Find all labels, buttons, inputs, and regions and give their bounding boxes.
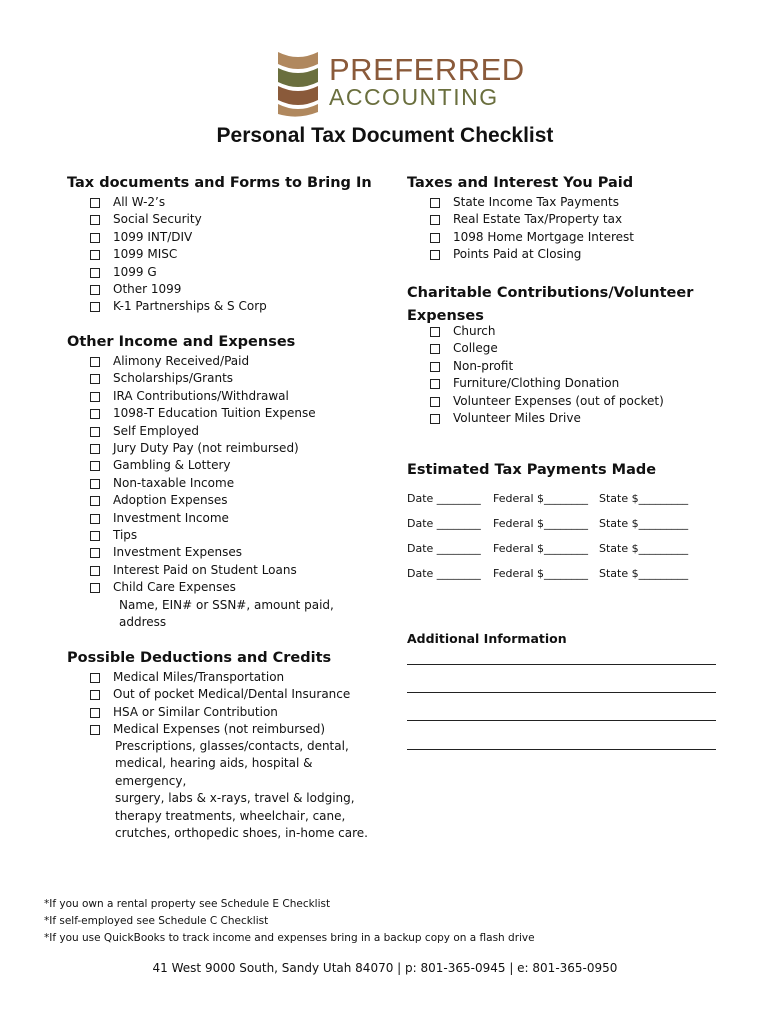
checklist-deductions [89, 669, 350, 739]
checklist-item [89, 211, 267, 228]
checklist-item [89, 686, 350, 703]
checklist-item-label: Non-taxable Income [113, 475, 235, 490]
contact-footer: 41 West 9000 South, Sandy Utah 84070 | p: 801-365-0945 | e: 801-365-0950 [152, 961, 618, 975]
checklist-item-label: K-1 Partnerships & S Corp [113, 299, 267, 314]
company-logo [276, 50, 525, 118]
checkbox-icon[interactable] [430, 215, 440, 225]
checklist-item-label: Out of pocket Medical/Dental Insurance [113, 687, 351, 702]
checklist-item [89, 281, 267, 298]
child-care-note [119, 597, 334, 632]
estimated-state-field[interactable]: State $_________ [599, 542, 689, 555]
heading-charitable-line2: Expenses [407, 308, 484, 324]
note-line: Name, EIN# or SSN#, amount paid, [119, 598, 334, 612]
checkbox-icon[interactable] [90, 302, 100, 312]
note-line: therapy treatments, wheelchair, cane, [115, 808, 346, 823]
checklist-item [89, 669, 350, 686]
heading-charitable [407, 282, 693, 328]
checklist-item [89, 544, 316, 561]
logo-text-accounting: ACCOUNTING [329, 84, 499, 110]
estimated-date-field[interactable]: Date ________ [407, 567, 481, 580]
checklist-item-label: Alimony Received/Paid [113, 354, 250, 368]
additional-info-line[interactable] [407, 720, 716, 721]
checklist-item-label: 1099 G [113, 264, 157, 279]
heading-other-income: Other Income and Expenses [67, 334, 296, 350]
estimated-federal-field[interactable]: Federal $________ [493, 567, 589, 580]
checklist-item-label: Investment Expenses [113, 545, 242, 560]
checklist-item-label: 1098 Home Mortgage Interest [453, 229, 634, 244]
checkbox-icon[interactable] [430, 379, 440, 389]
checklist-item-label: HSA or Similar Contribution [113, 704, 278, 719]
checkbox-icon[interactable] [430, 327, 440, 337]
checklist-item-label: Scholarships/Grants [113, 371, 234, 386]
checklist-item-label: Points Paid at Closing [453, 247, 582, 262]
checklist-item-label: Volunteer Miles Drive [453, 411, 581, 426]
checklist-item [89, 721, 350, 738]
checklist-taxes-interest [429, 194, 634, 264]
checklist-item [89, 440, 316, 457]
checklist-item-label: Interest Paid on Student Loans [113, 562, 297, 577]
estimated-date-field[interactable]: Date ________ [407, 517, 481, 530]
checklist-item-label: Real Estate Tax/Property tax [453, 212, 623, 227]
checklist-item-label: College [453, 341, 498, 356]
checklist-item [429, 375, 664, 392]
checklist-item [89, 370, 316, 387]
checkbox-icon[interactable] [90, 233, 100, 243]
checklist-item [89, 423, 316, 440]
logo-text-preferred: PREFERRED [329, 52, 525, 87]
checkbox-icon[interactable] [430, 344, 440, 354]
checkbox-icon[interactable] [90, 357, 100, 367]
checkbox-icon[interactable] [90, 444, 100, 454]
heading-tax-documents: Tax documents and Forms to Bring In [67, 175, 372, 191]
checkbox-icon[interactable] [90, 531, 100, 541]
checklist-item [429, 211, 634, 228]
checklist-item [89, 527, 316, 544]
checklist-item [89, 492, 316, 509]
checklist-item [89, 475, 316, 492]
estimated-date-field[interactable]: Date ________ [407, 492, 481, 505]
checklist-item [89, 194, 267, 211]
note-line: surgery, labs & x-rays, travel & lodging, [115, 791, 355, 806]
checkbox-icon[interactable] [430, 414, 440, 424]
checklist-item-label: Medical Miles/Transportation [113, 670, 285, 684]
checklist-item [89, 579, 316, 596]
checklist-item-label: Furniture/Clothing Donation [453, 376, 620, 391]
note-line: emergency, [115, 773, 187, 788]
footnote: *If you use QuickBooks to track income and expenses bring in a backup copy on a flash drive [44, 932, 535, 944]
checklist-charitable [429, 323, 664, 427]
checklist-item-label: 1098-T Education Tuition Expense [113, 406, 316, 421]
checkbox-icon[interactable] [90, 566, 100, 576]
additional-info-line[interactable] [407, 749, 716, 750]
checkbox-icon[interactable] [90, 461, 100, 471]
logo-mark-icon [276, 50, 320, 118]
estimated-state-field[interactable]: State $_________ [599, 492, 689, 505]
checklist-item [89, 229, 267, 246]
checklist-item [89, 562, 316, 579]
checkbox-icon[interactable] [430, 250, 440, 260]
checklist-tax-documents [89, 194, 267, 316]
checkbox-icon[interactable] [90, 409, 100, 419]
checklist-item-label: Adoption Expenses [113, 493, 228, 508]
heading-taxes-interest: Taxes and Interest You Paid [407, 175, 634, 191]
checkbox-icon[interactable] [90, 548, 100, 558]
checkbox-icon[interactable] [90, 496, 100, 506]
checklist-item-label: Self Employed [113, 423, 200, 438]
additional-info-line[interactable] [407, 664, 716, 665]
checklist-item-label: Medical Expenses (not reimbursed) [113, 722, 326, 737]
checkbox-icon[interactable] [90, 268, 100, 278]
checklist-item [429, 393, 664, 410]
checkbox-icon[interactable] [90, 479, 100, 489]
estimated-state-field[interactable]: State $_________ [599, 567, 689, 580]
checkbox-icon[interactable] [90, 285, 100, 295]
footnotes [44, 896, 535, 947]
note-line: Prescriptions, glasses/contacts, dental, [115, 739, 349, 753]
checklist-item [89, 246, 267, 263]
medical-expenses-note [115, 738, 368, 842]
checkbox-icon[interactable] [90, 392, 100, 402]
heading-estimated-tax: Estimated Tax Payments Made [407, 462, 657, 478]
heading-deductions: Possible Deductions and Credits [67, 650, 332, 666]
footnote: *If self-employed see Schedule C Checklist [44, 915, 269, 927]
checklist-item-label: Investment Income [113, 510, 229, 525]
page-title: Personal Tax Document Checklist [216, 124, 554, 147]
checkbox-icon[interactable] [90, 427, 100, 437]
checklist-item [429, 194, 634, 211]
note-line: crutches, orthopedic shoes, in-home care. [115, 826, 368, 841]
checkbox-icon[interactable] [90, 215, 100, 225]
checkbox-icon[interactable] [90, 708, 100, 718]
checklist-item-label: Tips [113, 528, 138, 543]
checkbox-icon[interactable] [90, 374, 100, 384]
note-line: medical, hearing aids, hospital & [115, 756, 313, 771]
checklist-item-label: Volunteer Expenses (out of pocket) [453, 393, 664, 408]
checklist-item-label: 1099 INT/DIV [113, 229, 193, 244]
estimated-date-field[interactable]: Date ________ [407, 542, 481, 555]
checklist-item [89, 264, 267, 281]
checklist-item [429, 358, 664, 375]
checklist-item [429, 229, 634, 246]
checklist-item-label: Non-profit [453, 358, 514, 373]
checklist-item-label: Child Care Expenses [113, 580, 236, 595]
checkbox-icon[interactable] [90, 673, 100, 683]
footnote: *If you own a rental property see Schedule E Checklist [44, 898, 331, 910]
checklist-item [89, 704, 350, 721]
checklist-item [89, 388, 316, 405]
checklist-item-label: State Income Tax Payments [453, 195, 619, 209]
checkbox-icon[interactable] [430, 233, 440, 243]
checklist-item-label: Social Security [113, 212, 202, 227]
checklist-item-label: Jury Duty Pay (not reimbursed) [113, 441, 299, 456]
checklist-item-label: All W-2’s [113, 195, 166, 209]
checklist-item [89, 510, 316, 527]
checklist-item [89, 457, 316, 474]
checkbox-icon[interactable] [90, 690, 100, 700]
checkbox-icon[interactable] [90, 725, 100, 735]
checkbox-icon[interactable] [90, 583, 100, 593]
note-line: address [119, 615, 167, 630]
checkbox-icon[interactable] [90, 198, 100, 208]
heading-additional-info: Additional Information [407, 631, 567, 646]
checklist-item-label: Gambling & Lottery [113, 458, 231, 473]
additional-info-line[interactable] [407, 692, 716, 693]
checkbox-icon[interactable] [430, 362, 440, 372]
checkbox-icon[interactable] [430, 198, 440, 208]
estimated-federal-field[interactable]: Federal $________ [493, 517, 589, 530]
heading-charitable-line1: Charitable Contributions/Volunteer [407, 285, 694, 301]
checklist-item [429, 323, 664, 340]
checklist-item [89, 353, 316, 370]
checklist-other-income [89, 353, 316, 597]
checklist-item [89, 298, 267, 315]
estimated-state-field[interactable]: State $_________ [599, 517, 689, 530]
checklist-item-label: 1099 MISC [113, 247, 178, 262]
checkbox-icon[interactable] [430, 397, 440, 407]
estimated-federal-field[interactable]: Federal $________ [493, 492, 589, 505]
checklist-item [89, 405, 316, 422]
checklist-item [429, 340, 664, 357]
checkbox-icon[interactable] [90, 514, 100, 524]
checklist-item-label: Church [453, 324, 496, 338]
checklist-item [429, 410, 664, 427]
checklist-item-label: IRA Contributions/Withdrawal [113, 388, 289, 403]
estimated-federal-field[interactable]: Federal $________ [493, 542, 589, 555]
checkbox-icon[interactable] [90, 250, 100, 260]
checklist-item [429, 246, 634, 263]
checklist-item-label: Other 1099 [113, 282, 182, 297]
